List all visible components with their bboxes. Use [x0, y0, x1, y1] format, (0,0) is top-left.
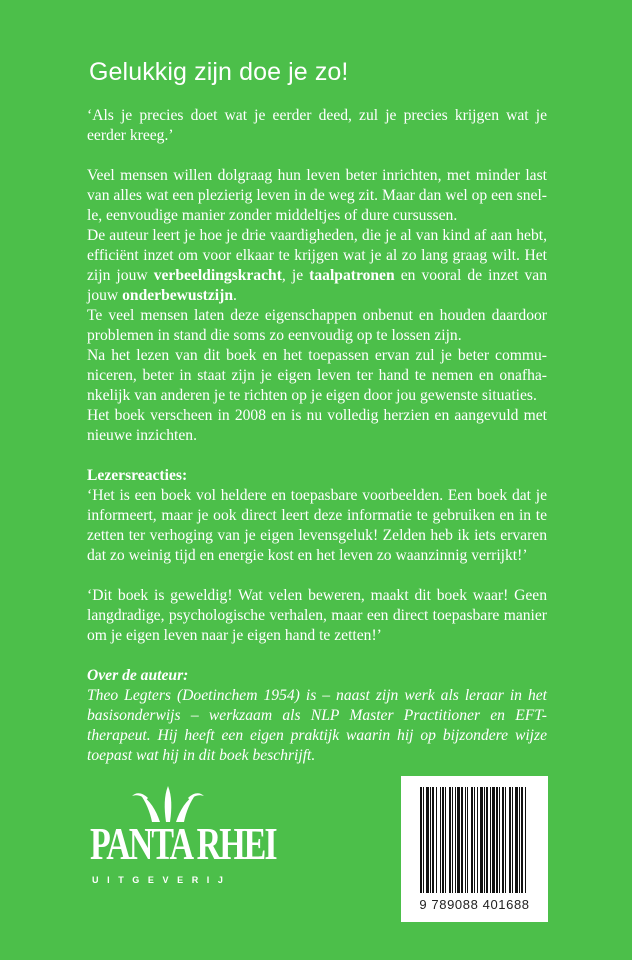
barcode-bar — [420, 787, 422, 893]
isbn-number: 9 789088 401688 — [419, 897, 530, 912]
barcode-bar — [445, 787, 446, 893]
back-cover-text — [87, 106, 547, 766]
review-2: ‘Dit boek is geweldig! Wat velen beweren, maakt dit boek waar! Geen langdradige, psychologische verhalen, maar een direct toepasbare manier om je eigen leven naar je eigen hand te zetten!’ — [87, 587, 547, 644]
keyword-verbeeldingskracht: verbeeldingskracht — [153, 267, 282, 284]
barcode-bar — [432, 787, 434, 893]
barcode-bar — [480, 787, 483, 893]
barcode-bar — [521, 787, 523, 893]
publisher-logo — [90, 784, 276, 894]
opening-quote: ‘Als je precies doet wat je eerder deed, zul je precies krijgen wat je eerder kreeg.’ — [87, 107, 547, 144]
barcode-bar — [486, 787, 488, 893]
barcode-bar — [484, 787, 485, 893]
barcode-bar — [512, 787, 513, 893]
intro-paragraph-4: Na het lezen van dit boek en het toepassen ervan zul je beter communiceren, beter in staat zijn je eigen leven ter hand te nemen en onafhankelijk van anderen je te richten op je eigen door jou gewenste situaties. — [87, 347, 547, 404]
barcode-bar — [423, 787, 424, 893]
barcode-bar — [477, 787, 478, 893]
keyword-onderbewustzijn: onderbewustzijn — [122, 287, 233, 304]
publisher-subtitle: UITGEVERIJ — [92, 875, 232, 885]
barcode-bar — [442, 787, 444, 893]
barcode-bar — [457, 787, 460, 893]
barcode-bar — [519, 787, 520, 893]
publisher-name: PANTA RHEI — [90, 820, 276, 870]
barcode-bars — [420, 787, 529, 893]
keyword-taalpatronen: taalpatronen — [309, 267, 395, 284]
barcode-bar — [474, 787, 475, 893]
book-title: Gelukkig zijn doe je zo! — [89, 58, 349, 86]
barcode-bar — [436, 787, 437, 893]
barcode-bar — [430, 787, 431, 893]
intro-paragraph-3: Te veel mensen laten deze eigenschappen onbenut en houden daardoor problemen in stand die soms zo eenvoudig op te lossen zijn. — [87, 307, 547, 344]
barcode-bar — [452, 787, 453, 893]
barcode-bar — [449, 787, 451, 893]
barcode-bar — [515, 787, 518, 893]
barcode-bar — [467, 787, 468, 893]
barcode-bar — [496, 787, 498, 893]
reviews-heading: Lezersreacties: — [87, 467, 188, 484]
barcode-bar — [525, 787, 526, 893]
barcode-bar — [440, 787, 441, 893]
barcode-bar — [502, 787, 504, 893]
barcode-bar — [499, 787, 500, 893]
intro-paragraph-5: Het boek verscheen in 2008 en is nu volledig herzien en aangevuld met nieuwe inzichten. — [87, 407, 547, 444]
barcode-bar — [461, 787, 463, 893]
author-bio: Theo Legters (Doetinchem 1954) is – naast zijn werk als leraar in het basisonderwijs – werkzaam als NLP Master Practitioner en EFT-therapeut. Hij heeft een eigen praktijk waarin hij op bijzondere wijze toepast wat hij in dit boek beschrijft. — [87, 687, 547, 764]
barcode-bar — [492, 787, 495, 893]
barcode-bar — [505, 787, 506, 893]
barcode-bar — [455, 787, 456, 893]
isbn-barcode — [401, 776, 548, 922]
barcode-bar — [426, 787, 429, 893]
barcode-bar — [490, 787, 491, 893]
barcode-bar — [509, 787, 511, 893]
intro-paragraph-2: De auteur leert je hoe je drie vaardigheden, die je al van kind af aan hebt, efficiënt inzet om voor elkaar te krijgen wat je al zo lang graag wilt. Het zijn jouw verbeeldingskracht, je taalpatronen en vooral de inzet van jouw onderbewustzijn. — [87, 227, 548, 304]
review-1: ‘Het is een boek vol heldere en toepasbare voorbeelden. Een boek dat je informeert, maar je ook direct leert deze informatie te gebruiken en in te zetten ter verhoging van je eigen levensgeluk! Zelden heb ik iets ervaren dat zo weinig tijd en energie kost en het leven zo waanzinnig verrijkt!’ — [87, 487, 547, 564]
barcode-bar — [471, 787, 473, 893]
barcode-bar — [465, 787, 466, 893]
intro-paragraph-1: Veel mensen willen dolgraag hun leven beter inrichten, met minder last van alles wat een plezierig leven in de weg zit. Maar dan wel op een snelle, eenvoudige manier zonder middeltjes of dure cursussen. — [87, 167, 547, 224]
author-heading: Over de auteur: — [87, 667, 189, 684]
fountain-logo-icon — [90, 784, 240, 824]
